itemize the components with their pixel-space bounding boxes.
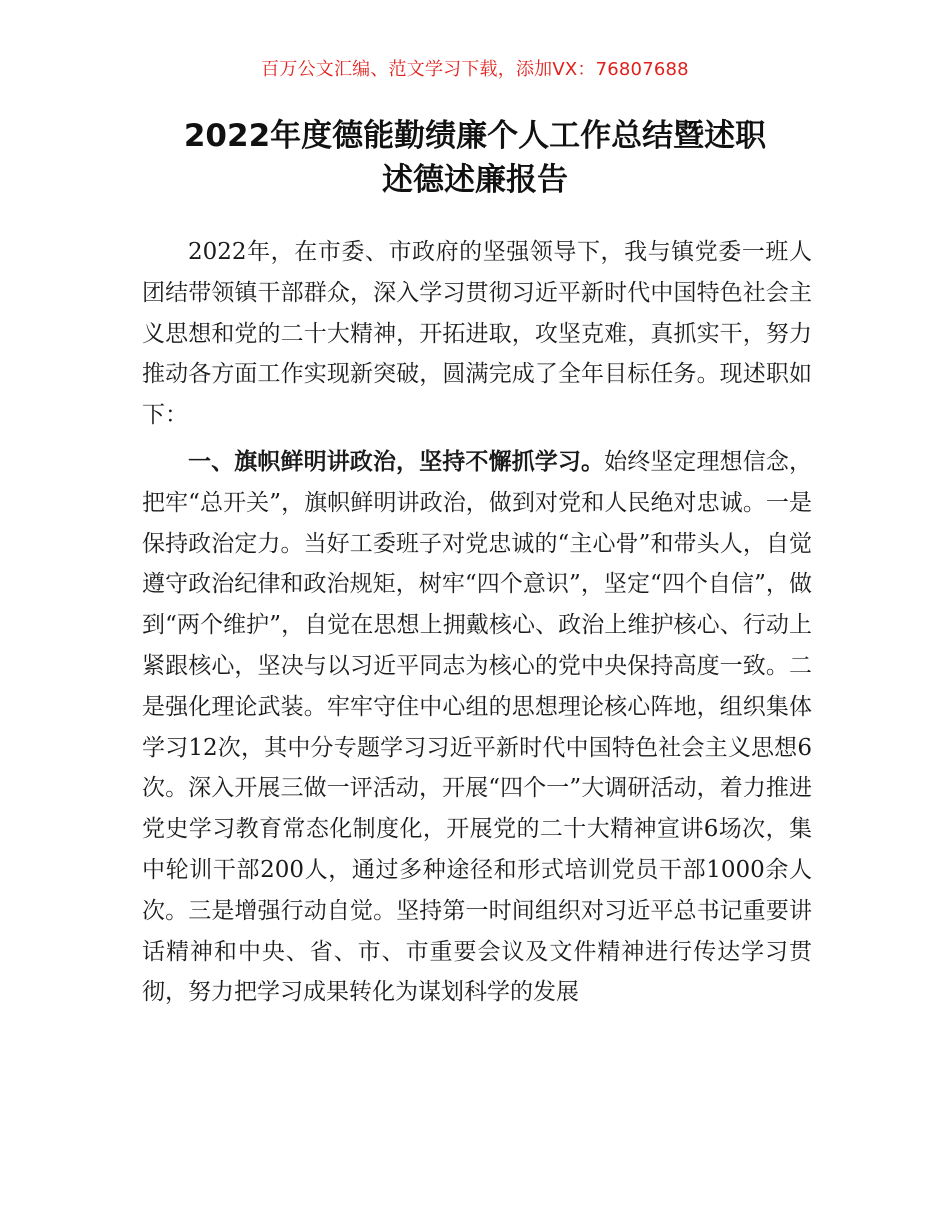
section-1-heading: 一、旗帜鲜明讲政治，坚持不懈抓学习。 bbox=[188, 448, 605, 475]
title-line-1: 2022年度德能勤绩廉个人工作总结暨述职 bbox=[183, 118, 767, 154]
paragraph-section-1 bbox=[142, 442, 812, 1013]
paragraph-intro-text: 2022年，在市委、市政府的坚强领导下，我与镇党委一班人团结带领镇干部群众，深入学习贯彻习近平新时代中国特色社会主义思想和党的二十大精神，开拓进取，攻坚克难，真抓实干，努力推动各方面工作实现新突破，圆满完成了全年目标任务。现述职如下： bbox=[142, 239, 812, 429]
title-line-2: 述德述廉报告 bbox=[382, 162, 568, 198]
paragraph-intro bbox=[142, 232, 812, 436]
watermark-header: 百万公文汇编、范文学习下载，添加VX：76807688 bbox=[261, 59, 689, 80]
document-title bbox=[100, 114, 850, 202]
document-body bbox=[142, 232, 812, 1013]
section-1-text: 始终坚定理想信念，把牢“总开关”，旗帜鲜明讲政治，做到对党和人民绝对忠诚。一是保持政治定力。当好工委班子对党忠诚的“主心骨”和带头人，自觉遵守政治纪律和政治规矩，树牢“四个意识”，坚定“四个自信”，做到“两个维护”，自觉在思想上拥戴核心、政治上维护核心、行动上紧跟核心，坚决与以习近平同志为核心的党中央保持高度一致。二是强化理论武装。牢牢守住中心组的思想理论核心阵地，组织集体学习12次，其中分专题学习习近平新时代中国特色社会主义思想6次。深入开展三做一评活动，开展“四个一”大调研活动，着力推进党史学习教育常态化制度化，开展党的二十大精神宣讲6场次，集中轮训干部200人，通过多种途径和形式培训党员干部1000余人次。三是增强行动自觉。坚持第一时间组织对习近平总书记重要讲话精神和中央、省、市、市重要会议及文件精神进行传达学习贯彻，努力把学习成果转化为谋划科学的发展 bbox=[142, 448, 813, 1006]
